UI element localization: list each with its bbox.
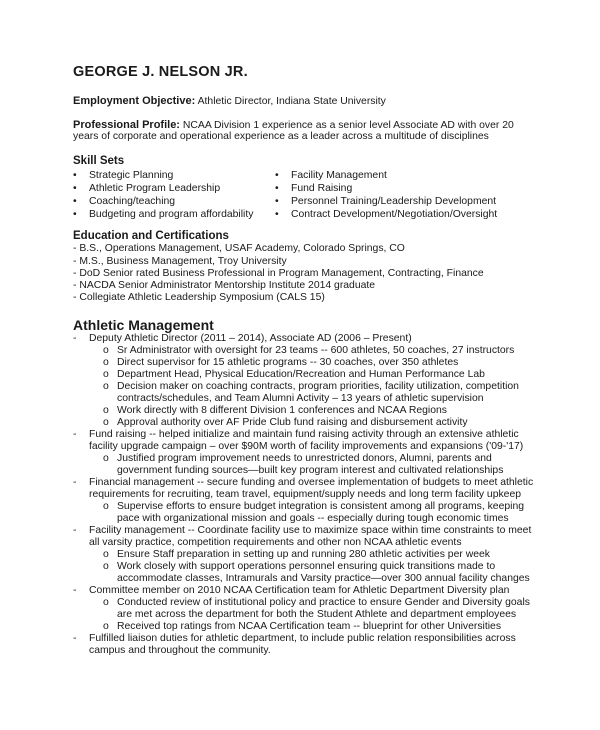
- athletic-line: - Committee member on 2010 NCAA Certification team for Athletic Department Diversity plan: [73, 585, 510, 596]
- athletic-subline: o Sr Administrator with oversight for 23 teams -- 600 athletes, 50 coaches, 27 instructors: [103, 345, 515, 356]
- objective-line: [73, 95, 386, 108]
- athletic-heading: Athletic Management: [73, 317, 214, 333]
- athletic-subline: o Justified program improvement needs to unrestricted donors, Alumni, parents and: [103, 453, 492, 464]
- athletic-line: - Fund raising -- helped initialize and maintain fund raising activity through an extensive athletic: [73, 429, 519, 440]
- athletic-subline: o Received top ratings from NCAA Certification team -- blueprint for other Universities: [103, 621, 502, 632]
- athletic-continuation: requirements for recruiting, team travel, equipment/supply needs and long term facility upkeep: [89, 489, 522, 500]
- education-item: - DoD Senior rated Business Professional in Program Management, Contracting, Finance: [73, 268, 484, 279]
- skill-right-2: • Fund Raising: [275, 183, 353, 194]
- athletic-continuation: government funding sources—built key program interest and cultivated relationships: [117, 465, 504, 476]
- objective-text: Athletic Director, Indiana State University: [197, 96, 386, 107]
- skill-right-4: • Contract Development/Negotiation/Oversight: [275, 209, 498, 220]
- athletic-subline: o Decision maker on coaching contracts, program priorities, facility utilization, competition: [103, 381, 519, 392]
- objective-label: Employment Objective:: [73, 95, 196, 107]
- skill-right-3: • Personnel Training/Leadership Development: [275, 196, 497, 207]
- athletic-subline: o Department Head, Physical Education/Recreation and Human Performance Lab: [103, 369, 485, 380]
- athletic-line: - Deputy Athletic Director (2011 – 2014), Associate AD (2006 – Present): [73, 333, 412, 344]
- athletic-continuation: campus and throughout the community.: [89, 645, 271, 656]
- skill-left-3: • Coaching/teaching: [73, 196, 176, 207]
- athletic-line: - Facility management -- Coordinate facility use to maximize space within time constraints to meet: [73, 525, 532, 536]
- profile-text-2: years of corporate and operational experience as a leader across a multitude of disciplines: [73, 131, 489, 142]
- athletic-subline: o Work closely with support operations personnel ensuring quick transitions made to: [103, 561, 496, 572]
- athletic-subline: o Work directly with 8 different Division 1 conferences and NCAA Regions: [103, 405, 447, 416]
- skills-heading: Skill Sets: [73, 155, 125, 167]
- education-item: - NACDA Senior Administrator Mentorship Institute 2014 graduate: [73, 280, 376, 291]
- profile-text-1: NCAA Division 1 experience as a senior level Associate AD with over 20: [182, 120, 514, 131]
- skill-left-2: • Athletic Program Leadership: [73, 183, 221, 194]
- athletic-line: - Fulfilled liaison duties for athletic department, to include public relation responsibilities across: [73, 633, 516, 644]
- education-item: - Collegiate Athletic Leadership Symposium (CALS 15): [73, 292, 325, 303]
- athletic-subline: o Ensure Staff preparation in setting up and running 280 athletic activities per week: [103, 549, 490, 560]
- skill-right-1: • Facility Management: [275, 170, 387, 181]
- profile-label: Professional Profile:: [73, 119, 180, 131]
- athletic-subline: o Conducted review of institutional policy and practice to ensure Gender and Diversity goals: [103, 597, 530, 608]
- athletic-subline: o Direct supervisor for 15 athletic programs -- 30 coaches, over 350 athletes: [103, 357, 459, 368]
- athletic-continuation: accommodate classes, Intramurals and Varsity practice—over 300 annual facility changes: [117, 573, 530, 584]
- skill-left-4: • Budgeting and program affordability: [73, 209, 254, 220]
- athletic-continuation: are met across the department for both the Student Athlete and department employees: [117, 609, 517, 620]
- candidate-name: GEORGE J. NELSON JR.: [73, 64, 248, 80]
- skill-left-1: • Strategic Planning: [73, 170, 174, 181]
- athletic-subline: o Approval authority over AF Pride Club fund raising and disbursement activity: [103, 417, 468, 428]
- athletic-continuation: pace with organizational mission and goals -- especially during tough economic times: [117, 513, 509, 524]
- education-item: - B.S., Operations Management, USAF Academy, Colorado Springs, CO: [73, 243, 405, 254]
- athletic-continuation: contracts/schedules, and Team Alumni Activity – 13 years of athletic supervision: [117, 393, 484, 404]
- athletic-continuation: all varsity practice, competition requirements and other non NCAA athletic events: [89, 537, 462, 548]
- athletic-line: - Financial management -- secure funding and oversee implementation of budgets to meet athletic: [73, 477, 534, 488]
- athletic-subline: o Supervise efforts to ensure budget integration is consistent among all programs, keeping: [103, 501, 525, 512]
- athletic-continuation: facility upgrade campaign – over $90M worth of facility improvements and expansions ('09-'17): [89, 441, 524, 452]
- education-heading: Education and Certifications: [73, 230, 229, 242]
- education-item: - M.S., Business Management, Troy University: [73, 256, 287, 267]
